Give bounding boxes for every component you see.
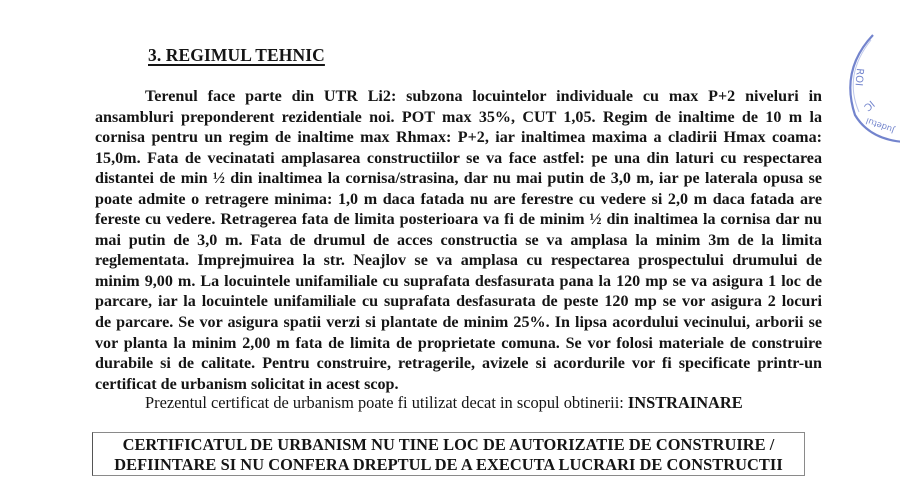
regim-tehnic-paragraph	[95, 87, 822, 395]
paragraph-line: ansambluri preponderent rezidentiale noi. POT max 35%, CUT 1,05. Regim de inaltime de 10 m la	[95, 108, 822, 126]
svg-text:Judetul: Judetul	[864, 115, 897, 135]
svg-text:ROI: ROI	[852, 67, 865, 87]
paragraph-line: cornisa pentru un regim de inaltime max Rhmax: P+2, iar inaltimea maxima a cladirii Hmax coama:	[95, 129, 822, 147]
paragraph-line: vor planta la minim 2,00 m fata de limita de proprietate comuna. Se vor folosi materiale de construire	[95, 334, 822, 352]
paragraph-line: certificat de urbanism solicitat in acest scop.	[95, 375, 399, 393]
purpose-statement	[145, 393, 743, 413]
notice-line-1: CERTIFICATUL DE URBANISM NU TINE LOC DE AUTORIZATIE DE CONSTRUIRE /	[122, 435, 775, 454]
section-heading: 3. REGIMUL TEHNIC	[148, 45, 325, 65]
purpose-value: INSTRAINARE	[627, 393, 743, 412]
paragraph-line: distantei de min ½ din inaltimea la cornisa/strasina, dar nu mai putin de 3,0 m, iar pe laterala opusa se	[95, 170, 822, 188]
paragraph-line: Terenul face parte din UTR Li2: subzona locuintelor individuale cu max P+2 niveluri in	[145, 88, 822, 105]
paragraph-line: minim 9,00 m. La locuintele unifamiliale cu suprafata desfasurata pana la 120 mp se va asigura 1 loc de	[95, 272, 822, 290]
svg-text:IC: IC	[861, 97, 877, 113]
paragraph-line: 15,0m. Fata de vecinatati amplasarea constructiilor se va face astfel: pe una din laturi cu respectarea	[95, 149, 822, 167]
paragraph-line: poate admite o retragere minima: 1,0 m daca fatada nu are ferestre cu vedere si 2,0 m daca fatada are	[95, 190, 822, 208]
paragraph-line: de parcare. Se vor asigura spatii verzi si plantate de minim 25%. In lipsa acordului vecinului, arborii se	[95, 314, 822, 332]
paragraph-line: parcare, iar la locuintele unifamiliale cu suprafata desfasurata de peste 120 mp se vor asigura 2 locuri	[95, 293, 822, 311]
paragraph-line: durabile si de calitate. Pentru construire, retragerile, avizele si acordurile vor fi specificate printr-un	[95, 355, 822, 373]
notice-box	[92, 432, 805, 476]
paragraph-line: reglementata. Imprejmuirea la str. Neajlov se va amplasa cu respectarea prospectului drumului de	[95, 252, 822, 270]
official-stamp-icon	[835, 30, 900, 150]
notice-line-2: DEFIINTARE SI NU CONFERA DREPTUL DE A EXECUTA LUCRARI DE CONSTRUCTII	[114, 455, 783, 474]
paragraph-line: fereste cu vedere. Retragerea fata de limita posterioara va fi de minim ½ din inaltimea la cornisa dar nu	[95, 211, 822, 229]
paragraph-line: mai putin de 3,0 m. Fata de drumul de acces constructia se va amplasa la minim 3m de la limita	[95, 231, 822, 249]
purpose-prefix: Prezentul certificat de urbanism poate fi utilizat decat in scopul obtinerii:	[145, 393, 628, 412]
